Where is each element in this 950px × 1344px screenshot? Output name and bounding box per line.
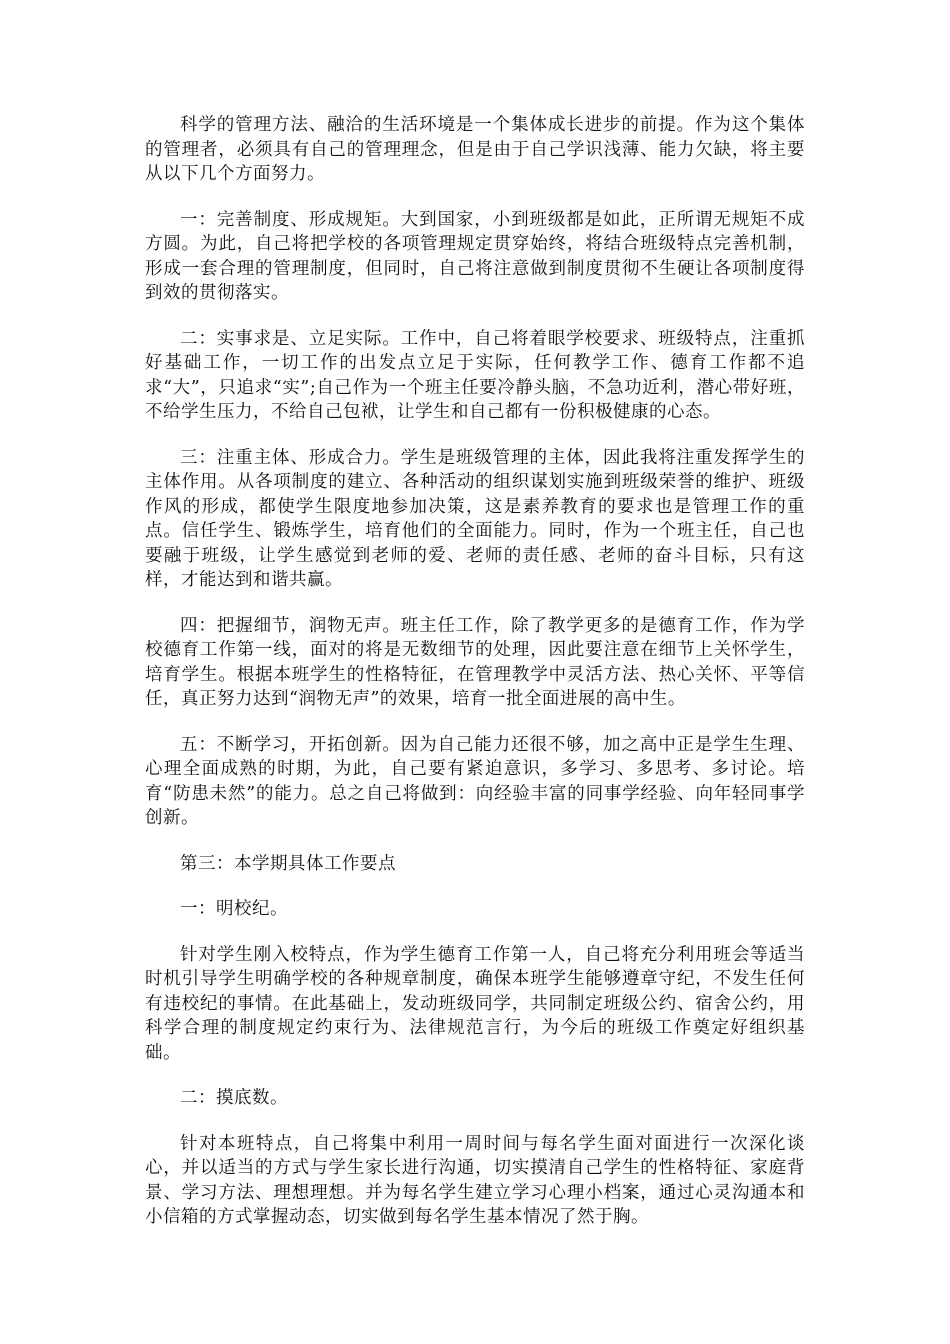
paragraph-point-5: 五：不断学习，开拓创新。因为自己能力还很不够，加之高中正是学生生理、心理全面成熟的时期，为此，自己要有紧迫意识，多学习、多思考、多讨论。培育“防患未然”的能力。总之自己将做到：向经验丰富的同事学经验、向年轻同事学创新。 <box>145 734 805 828</box>
paragraph-point-1: 一：完善制度、形成规矩。大到国家，小到班级都是如此，正所谓无规矩不成方圆。为此，自己将把学校的各项管理规定贯穿始终，将结合班级特点完善机制，形成一套合理的管理制度，但同时，自己将注意做到制度贯彻不生硬让各项制度得到效的贯彻落实。 <box>145 209 805 303</box>
paragraph-point-3: 三：注重主体、形成合力。学生是班级管理的主体，因此我将注重发挥学生的主体作用。从各项制度的建立、各种活动的组织谋划实施到班级荣誉的维护、班级作风的形成，都使学生限度地参加决策，这是素养教育的要求也是管理工作的重点。信任学生、锻炼学生，培育他们的全面能力。同时，作为一个班主任，自己也要融于班级，让学生感觉到老师的爱、老师的责任感、老师的奋斗目标，只有这样，才能达到和谐共赢。 <box>145 447 805 590</box>
paragraph-intro: 科学的管理方法、融洽的生活环境是一个集体成长进步的前提。作为这个集体的管理者，必须具有自己的管理理念，但是由于自己学识浅薄、能力欠缺，将主要从以下几个方面努力。 <box>145 115 805 184</box>
document-page <box>145 113 805 1251</box>
paragraph-discipline: 针对学生刚入校特点，作为学生德育工作第一人，自己将充分利用班会等适当时机引导学生明确学校的各种规章制度，确保本班学生能够遵章守纪，不发生任何有违校纪的事情。在此基础上，发动班级同学，共同制定班级公约、宿舍公约，用科学合理的制度规定约束行为、法律规范言行，为今后的班级工作奠定好组织基础。 <box>145 944 805 1063</box>
paragraph-point-4: 四：把握细节，润物无声。班主任工作，除了教学更多的是德育工作，作为学校德育工作第一线，面对的将是无数细节的处理，因此要注意在细节上关怀学生，培育学生。根据本班学生的性格特征，在管理教学中灵活方法、热心关怀、平等信任，真正努力达到“润物无声”的效果，培育一批全面进展的高中生。 <box>145 615 805 709</box>
subheading-1: 一：明校纪。 <box>180 899 288 919</box>
section-heading: 第三：本学期具体工作要点 <box>180 853 396 874</box>
paragraph-point-2: 二：实事求是、立足实际。工作中，自己将着眼学校要求、班级特点，注重抓好基础工作，一切工作的出发点立足于实际，任何教学工作、德育工作都不追求“大”，只追求“实”;自己作为一个班主任要冷静头脑，不急功近利，潜心带好班，不给学生压力，不给自己包袱，让学生和自己都有一份积极健康的心态。 <box>145 328 805 422</box>
subheading-2: 二：摸底数。 <box>180 1088 288 1108</box>
paragraph-survey: 针对本班特点，自己将集中利用一周时间与每名学生面对面进行一次深化谈心，并以适当的方式与学生家长进行沟通，切实摸清自己学生的性格特征、家庭背景、学习方法、理想理想。并为每名学生建立学习心理小档案，通过心灵沟通本和小信箱的方式掌握动态，切实做到每名学生基本情况了然于胸。 <box>145 1133 805 1227</box>
